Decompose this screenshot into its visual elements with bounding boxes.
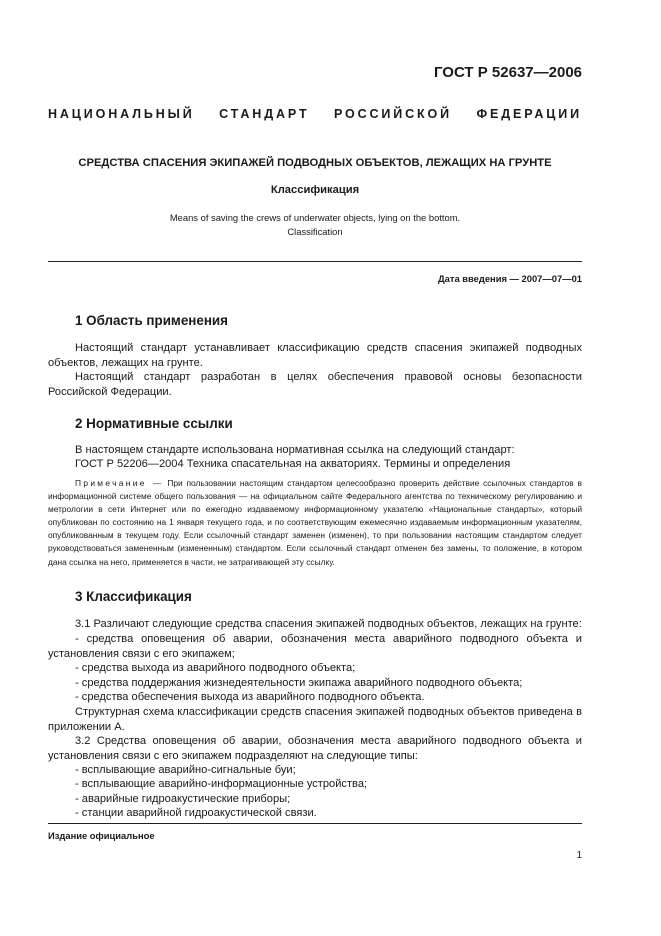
banner-word: ФЕДЕРАЦИИ bbox=[476, 107, 582, 121]
list-item bbox=[48, 763, 582, 778]
list-item-text: - средства оповещения об аварии, обозначения места аварийного подводного объекта и установления связи с его экипажем; bbox=[48, 633, 582, 660]
english-title-line: Classification bbox=[287, 225, 343, 237]
note-text: При пользовании настоящим стандартом целесообразно проверить действие ссылочных стандартов в информационной системе общего пользования — на официальном сайте Федерального агентства по техническому регулированию и метрологии в сети Интернет или по ежегодно издаваемому информационному указателю «Национальные стандарты», который опубликован по состоянию на 1 января текущего года, и по соответствующим ежемесячно издаваемым информационным указателям, опубликованным в текущем году. Если ссылочный стандарт заменен (изменен), то при пользовании настоящим стандартом следует руководствоваться замененным (измененным) стандартом. Если ссылочный стандарт отменен без замены, то положение, в котором дана ссылка на него, применяется в части, не затрагивающей эту ссылку. bbox=[48, 478, 582, 567]
paragraph-text: Структурная схема классификации средств спасения экипажей подводных объектов приведена в приложении А. bbox=[48, 706, 582, 733]
list-item bbox=[48, 777, 582, 792]
banner-word: НАЦИОНАЛЬНЫЙ bbox=[48, 107, 195, 121]
footer-divider bbox=[48, 823, 582, 824]
section-3-paragraph bbox=[48, 705, 582, 734]
section-2-heading: 2 Нормативные ссылки bbox=[75, 416, 233, 431]
note-block bbox=[48, 477, 582, 569]
section-1-heading: 1 Область применения bbox=[75, 313, 228, 328]
section-3-paragraph bbox=[48, 734, 582, 763]
document-title: СРЕДСТВА СПАСЕНИЯ ЭКИПАЖЕЙ ПОДВОДНЫХ ОБЪЕКТОВ, ЛЕЖАЩИХ НА ГРУНТЕ bbox=[78, 157, 552, 169]
list-item-text: - средства поддержания жизнедеятельности экипажа аварийного подводного объекта; bbox=[75, 677, 523, 689]
list-item bbox=[48, 806, 582, 821]
introduction-date: Дата введения — 2007—07—01 bbox=[437, 273, 582, 284]
paragraph-text: 3.2 Средства оповещения об аварии, обозначения места аварийного подводного объекта и установления связи с его экипажем подразделяют на следующие типы: bbox=[48, 735, 582, 762]
section-1-paragraph bbox=[48, 370, 582, 399]
national-standard-banner bbox=[48, 107, 582, 121]
banner-word: РОССИЙСКОЙ bbox=[333, 107, 452, 121]
english-title bbox=[48, 211, 582, 238]
section-2-paragraph bbox=[48, 443, 582, 458]
section-3-paragraph bbox=[48, 617, 582, 632]
document-subtitle: Классификация bbox=[270, 184, 360, 196]
normative-reference bbox=[48, 457, 582, 472]
page-number: 1 bbox=[576, 850, 582, 861]
list-item-text: - средства выхода из аварийного подводного объекта; bbox=[75, 662, 356, 674]
list-item-text: - всплывающие аварийно-сигнальные буи; bbox=[75, 764, 296, 776]
banner-word: СТАНДАРТ bbox=[219, 107, 310, 121]
section-3-heading: 3 Классификация bbox=[75, 589, 192, 604]
list-item bbox=[48, 661, 582, 676]
gost-number: ГОСТ Р 52637—2006 bbox=[433, 64, 582, 81]
list-item-text: - средства обеспечения выхода из аварийного подводного объекта. bbox=[75, 691, 425, 703]
paragraph-text: Настоящий стандарт устанавливает классификацию средств спасения экипажей подводных объектов, лежащих на грунте. bbox=[48, 342, 582, 369]
list-item bbox=[48, 632, 582, 661]
list-item bbox=[48, 690, 582, 705]
reference-text: ГОСТ Р 52206—2004 Техника спасательная на акваториях. Термины и определения bbox=[75, 458, 511, 470]
list-item-text: - аварийные гидроакустические приборы; bbox=[75, 793, 291, 805]
paragraph-text: 3.1 Различают следующие средства спасения экипажей подводных объектов, лежащих на грунте: bbox=[75, 618, 582, 630]
paragraph-text: Настоящий стандарт разработан в целях обеспечения правовой основы безопасности Российской Федерации. bbox=[48, 371, 582, 398]
english-title-line: Means of saving the crews of underwater objects, lying on the bottom. bbox=[169, 212, 461, 223]
official-edition-label: Издание официальное bbox=[48, 830, 155, 841]
list-item-text: - станции аварийной гидроакустической связи. bbox=[75, 807, 317, 819]
paragraph-text: В настоящем стандарте использована нормативная ссылка на следующий стандарт: bbox=[75, 444, 515, 456]
section-1-paragraph bbox=[48, 341, 582, 370]
header-divider bbox=[48, 261, 582, 262]
list-item bbox=[48, 676, 582, 691]
list-item bbox=[48, 792, 582, 807]
list-item-text: - всплывающие аварийно-информационные устройства; bbox=[75, 778, 368, 790]
note-label: Примечание — bbox=[75, 478, 164, 488]
